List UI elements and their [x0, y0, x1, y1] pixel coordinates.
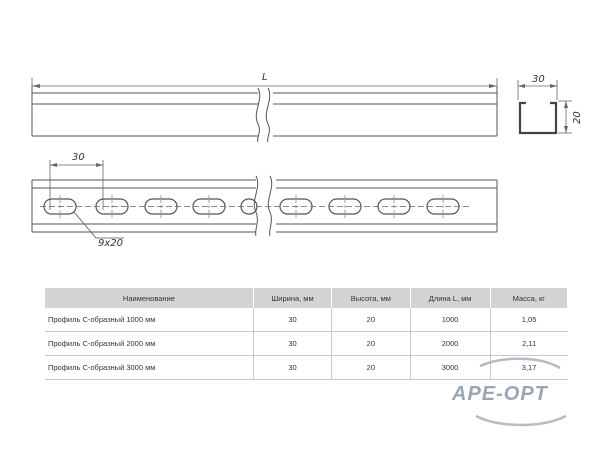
cell-mass: 1,05: [490, 308, 567, 332]
table-row: [45, 308, 568, 332]
cell-width: 30: [253, 332, 331, 356]
table-header-row: [45, 288, 568, 308]
header-name: Наименование: [45, 288, 253, 308]
slot-pitch-label: 30: [72, 152, 85, 163]
header-width: Ширина, мм: [253, 288, 331, 308]
header-height: Высота, мм: [332, 288, 410, 308]
cell-length: 1000: [410, 308, 490, 332]
cell-name: Профиль С-образный 3000 мм: [45, 356, 253, 380]
cell-width: 30: [253, 308, 331, 332]
cell-height: 20: [332, 332, 410, 356]
cell-length: 2000: [410, 332, 490, 356]
cell-name: Профиль С-образный 2000 мм: [45, 332, 253, 356]
cell-width: 30: [253, 356, 331, 380]
section-width-label: 30: [532, 74, 545, 85]
profile-side-view: [32, 72, 497, 142]
cell-height: 20: [332, 308, 410, 332]
cell-mass: 3,17: [490, 356, 567, 380]
profile-cross-section: [518, 74, 583, 133]
cell-height: 20: [332, 356, 410, 380]
cell-name: Профиль С-образный 1000 мм: [45, 308, 253, 332]
profile-slotted-view: [32, 152, 497, 249]
header-mass: Масса, кг: [490, 288, 567, 308]
cell-length: 3000: [410, 356, 490, 380]
table-row: [45, 332, 568, 356]
cell-mass: 2,11: [490, 332, 567, 356]
slot-size-label: 9x20: [98, 238, 124, 249]
watermark-text: APE-OPT: [452, 383, 548, 405]
header-length: Длина L, мм: [410, 288, 490, 308]
length-dimension-label: L: [262, 72, 268, 83]
section-height-label: 20: [572, 111, 583, 124]
